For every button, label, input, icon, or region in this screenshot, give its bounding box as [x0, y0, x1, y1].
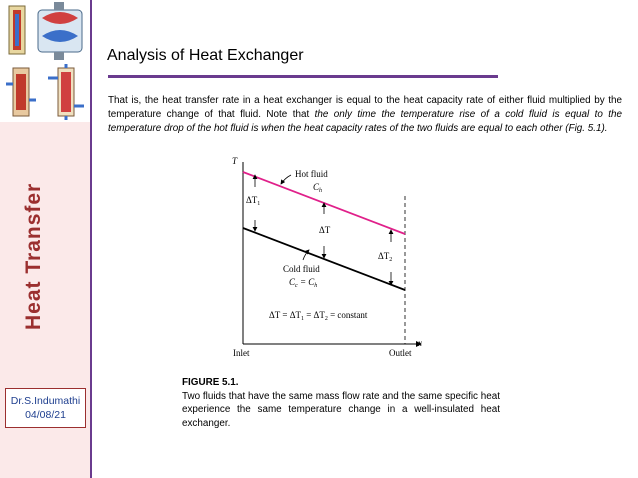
dt2-label: $\Delta T_2$ [378, 251, 393, 263]
exchanger-thumbnail-1-icon [6, 4, 28, 56]
exchanger-thumbnail-4-icon [48, 64, 84, 120]
exchanger-thumbnail-2-icon [34, 2, 86, 60]
figure-caption [182, 376, 500, 430]
exchanger-thumbnail-3-icon [6, 64, 36, 120]
caption-text: Two fluids that have the same mass flow rate and the same specific heat experience the same temperature change in a well-insulated heat exchanger. [182, 390, 500, 429]
heat-exchanger-thumbnails [0, 0, 92, 122]
body-text-normal: That is, the heat transfer rate in a heat exchanger is equal to the heat capacity rate of either fluid multiplied by the temperature change of that fluid. Note that [108, 95, 622, 120]
body-text-italic: the only time the temperature rise of a cold fluid is equal to the temperature drop of the hot fluid is when the heat capacity rates of the two fluids are equal to each other (Fig. 5.1). [108, 109, 622, 134]
outlet-label: Outlet [389, 348, 412, 358]
dt1-label: $\Delta T_1$ [246, 195, 261, 207]
hot-label-leader [281, 175, 291, 184]
axis-label-t: T [232, 156, 238, 166]
author-name: Dr.S.Indumathi [10, 395, 81, 407]
temperature-profile-figure [225, 150, 430, 362]
cold-capacity-equation: $C_c = C_h$ [289, 277, 318, 289]
hot-capacity-label: $C_h$ [313, 182, 323, 194]
title-underline [108, 75, 498, 78]
dt-label: ΔT [319, 225, 331, 235]
author-box [5, 388, 86, 428]
constant-dt-equation: $\Delta T = \Delta T_1 = \Delta T_2$ = constant [269, 310, 368, 322]
inlet-label: Inlet [233, 348, 250, 358]
body-paragraph [108, 94, 622, 136]
figure-number: FIGURE 5.1. [182, 377, 239, 388]
cold-fluid-label: Cold fluid [283, 264, 320, 274]
slide-date: 04/08/21 [25, 409, 66, 421]
subject-title: Heat Transfer [22, 182, 45, 330]
hot-fluid-label: Hot fluid [295, 169, 328, 179]
sidebar [0, 0, 92, 478]
axis-label-x: x [418, 338, 422, 348]
slide-title: Analysis of Heat Exchanger [107, 47, 304, 64]
